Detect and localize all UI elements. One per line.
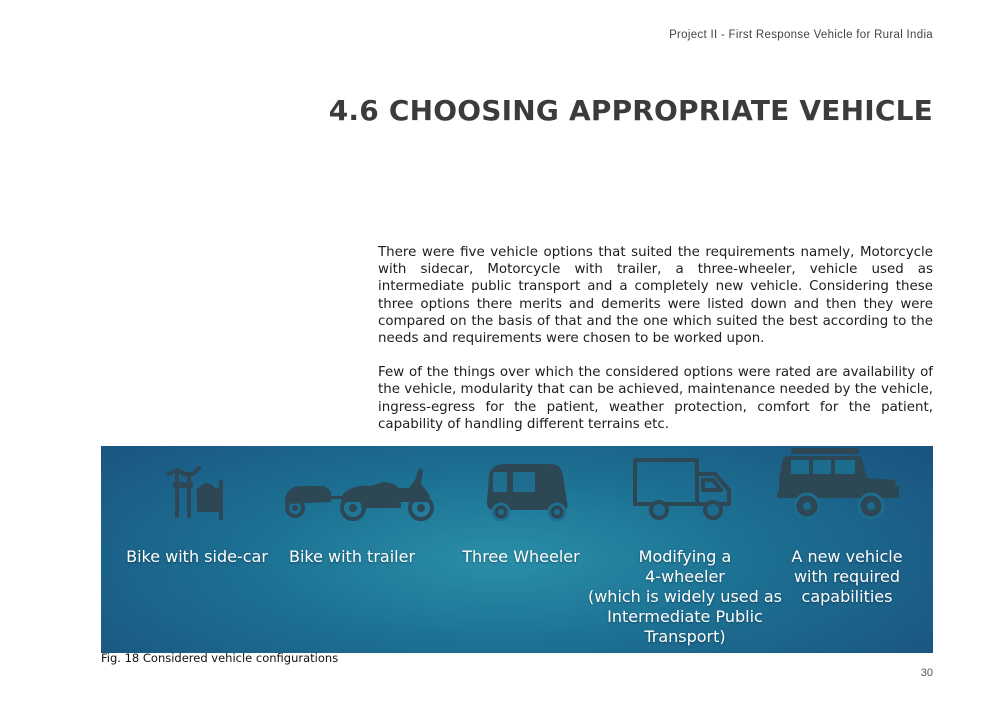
bike-sidecar-icon <box>163 466 229 522</box>
bike-trailer-icon <box>281 464 437 522</box>
section-title: 4.6 CHOOSING APPROPRIATE VEHICLE <box>328 94 933 127</box>
vehicle-label-line: Three Wheeler <box>462 547 580 566</box>
vehicle-label-line: Bike with trailer <box>288 547 416 566</box>
body-paragraph-2: Few of the things over which the considered options were rated are availability of the vehicle, modularity that can be achieved, maintenance needed by the vehicle, ingress-egress for the patient, weather protection, comfort for the patient, capability of handling different terrains etc. <box>378 365 933 432</box>
vehicle-options-figure <box>101 446 933 653</box>
vehicle-label-line: A new vehicle <box>791 547 903 566</box>
vehicle-label-bike-sidecar <box>101 547 293 567</box>
vehicle-label-line: Intermediate Public <box>607 607 763 626</box>
vehicle-label-line: Transport) <box>644 627 726 646</box>
vehicle-label-line: 4-wheeler <box>645 567 725 586</box>
page-number: 30 <box>920 667 933 679</box>
body-paragraph-1: There were five vehicle options that suited the requirements namely, Motorcycle with sidecar, Motorcycle with trailer, a three-wheeler, vehicle used as intermediate public transport and a completely new vehicle. Considering these three options there merits and demerits were listed down and then they were compared on the basis of that and the one which suited the best according to the needs and requirements were chosen to be worked upon. <box>378 245 933 347</box>
vehicle-label-three-wheeler <box>447 547 595 567</box>
running-header: Project II - First Response Vehicle for Rural India <box>669 29 933 41</box>
figure-caption: Fig. 18 Considered vehicle configurations <box>101 651 339 665</box>
vehicle-label-line: Bike with side-car <box>126 547 268 566</box>
vehicle-label-four-wheeler <box>583 547 787 647</box>
jeep-icon <box>777 448 901 522</box>
vehicle-label-line: capabilities <box>801 587 893 606</box>
body-text <box>378 244 933 450</box>
vehicle-label-line: (which is widely used as <box>587 587 783 606</box>
vehicle-label-line: Modifying a <box>638 547 732 566</box>
three-wheeler-icon <box>485 462 573 522</box>
vehicle-label-bike-trailer <box>275 547 429 567</box>
vehicle-label-new-vehicle <box>771 547 923 607</box>
vehicle-label-line: with required <box>793 567 901 586</box>
truck-icon <box>631 456 733 522</box>
